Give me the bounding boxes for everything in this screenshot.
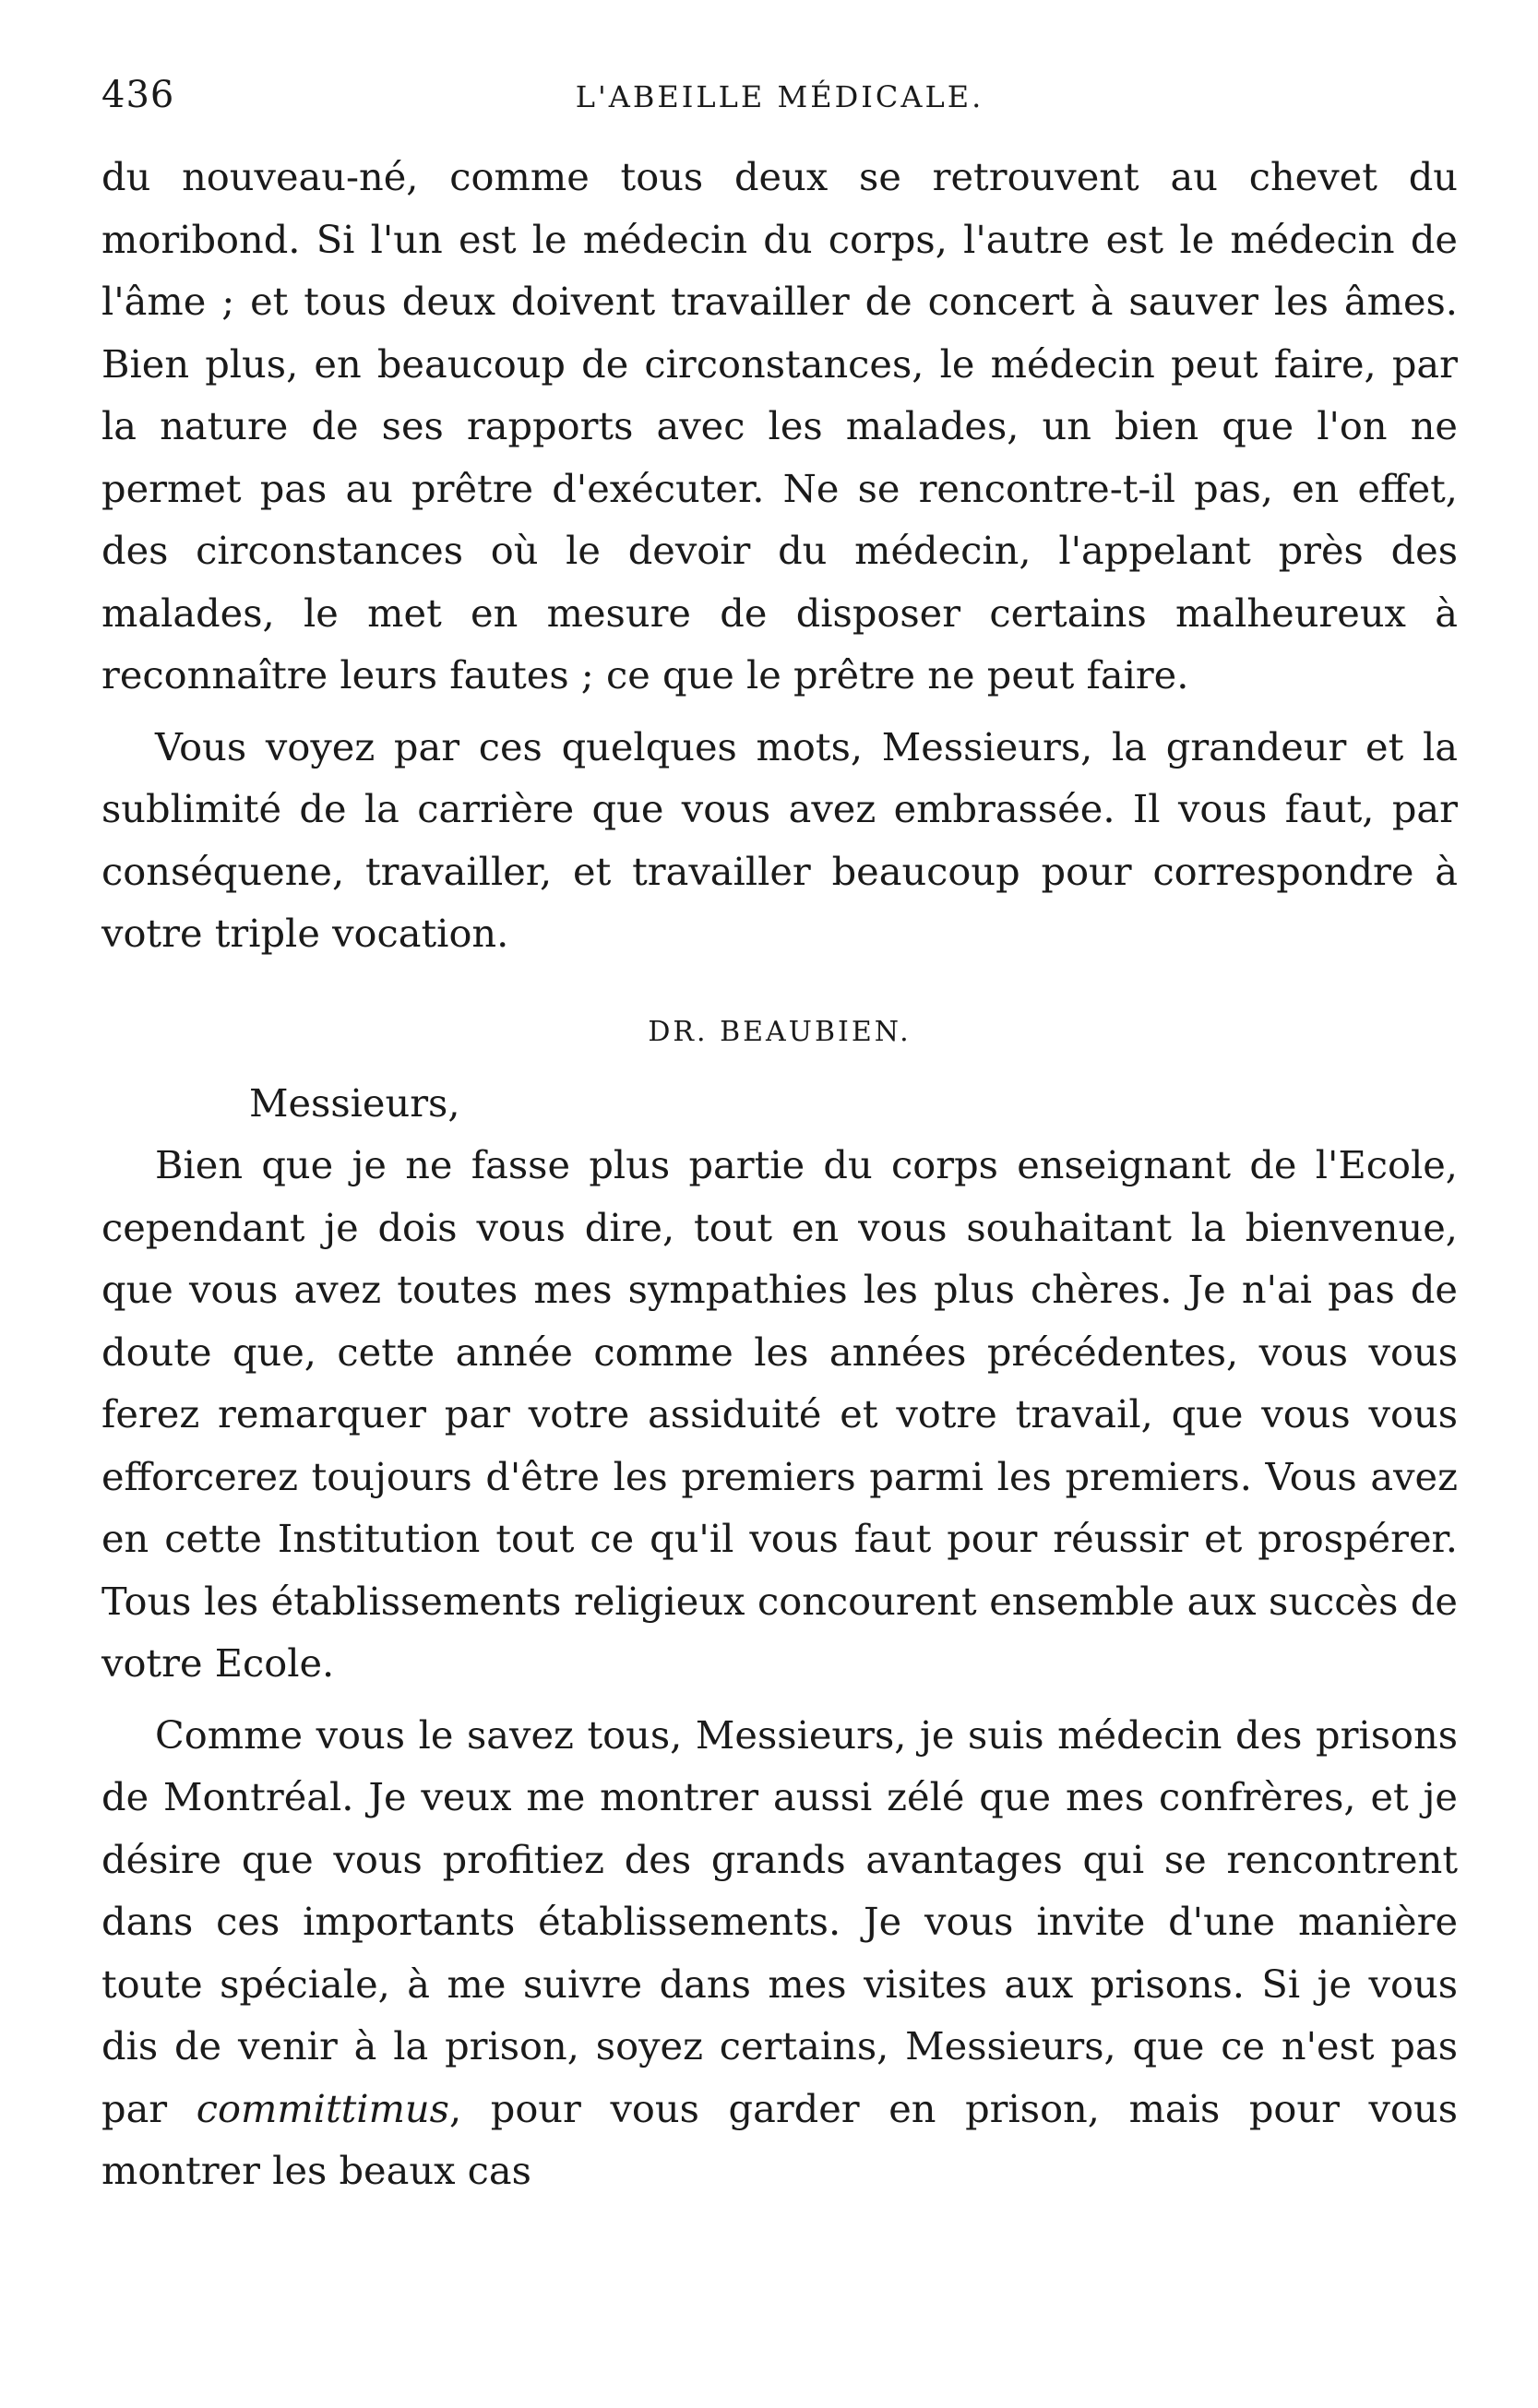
paragraph-1: du nouveau-né, comme tous deux se retrouvent au chevet du moribond. Si l'un est le médecin du corps, l'autre est le médecin de l'âme ; et tous deux doivent travailler de concert à sauver les âmes. Bien plus, en beaucoup de circonstances, le médecin peut faire, par la nature de ses rapports avec les malades, un bien que l'on ne permet pas au prêtre d'exécuter. Ne se rencontre-t-il pas, en effet, des circonstances où le devoir du médecin, l'appelant près des malades, le met en mesure de disposer certains malheureux à reconnaître leurs fautes ; ce que le prêtre ne peut faire. <box>101 154 1458 697</box>
paragraph-2: Vous voyez par ces quelques mots, Messieurs, la grandeur et la sublimité de la carrière que vous avez embrassée. Il vous faut, par conséquene, travailler, et travailler beaucoup pour correspondre à votre triple vocation. <box>101 723 1458 956</box>
page-header <box>101 74 1458 129</box>
salutation: Messieurs, <box>249 1079 460 1126</box>
paragraph-4-text-end: , pour vous garder en prison, mais pour vous montrer les beaux cas <box>101 2085 1458 2193</box>
running-title: L'ABEILLE MÉDICALE. <box>575 79 984 114</box>
paragraph-3: Bien que je ne fasse plus partie du corps enseignant de l'Ecole, cependant je dois vous dire, tout en vous souhaitant la bienvenue, que vous avez toutes mes sympathies les plus chères. Je n'ai pas de doute que, cette année comme les années précédentes, vous vous ferez remarquer par votre assiduité et votre travail, que vous vous efforcerez toujours d'être les premiers parmi les premiers. Vous avez en cette Institution tout ce qu'il vous faut pour réussir et prospérer. Tous les établissements religieux concourent ensemble aux succès de votre Ecole. <box>101 1142 1458 1686</box>
document-page <box>101 74 1458 2202</box>
speaker-heading: DR. BEAUBIEN. <box>648 1015 912 1048</box>
latin-term: committimus <box>196 2085 449 2131</box>
paragraph-4-text-start: Comme vous le savez tous, Messieurs, je suis médecin des prisons de Montréal. Je veux me montrer aussi zélé que mes confrères, et je désire que vous profitiez des grands avantages qui se rencontrent dans ces importants établissements. Je vous invite d'une manière toute spéciale, à me suivre dans mes visites aux prisons. Si je vous dis de venir à la prison, soyez certains, Messieurs, que ce n'est pas par <box>101 1711 1458 2131</box>
page-number: 436 <box>101 74 175 116</box>
paragraph-4 <box>101 1704 1458 2202</box>
